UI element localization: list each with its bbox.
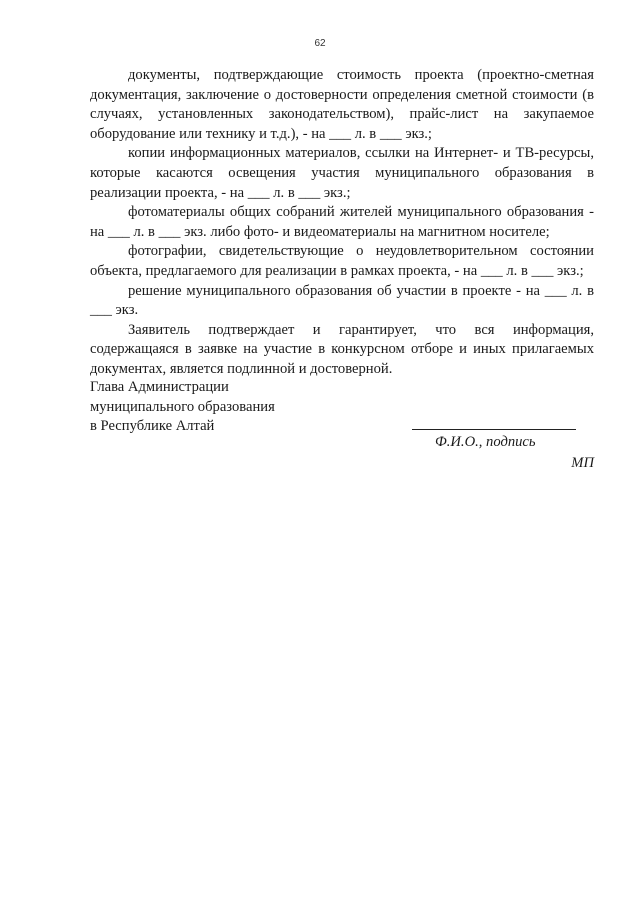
signatory-title-line: в Республике Алтай: [90, 418, 215, 435]
page-number: 62: [314, 38, 326, 49]
paragraph-municipal-decision: решение муниципального образования об участии в проекте - на ___ л. в ___ экз.: [90, 282, 594, 319]
signature-block: [90, 378, 594, 471]
paragraph-media-copies: копии информационных материалов, ссылки на Интернет- и ТВ-ресурсы, которые касаются освещения участия муниципального образования в реализации проекта, - на ___ л. в ___ экз.;: [90, 145, 594, 201]
signatory-title: [90, 378, 275, 437]
paragraph-cost-documents: документы, подтверждающие стоимость проекта (проектно-сметная документация, заключение о достоверности определения сметной стоимости (в случаях, установленных законодательством), прайс-лист на закупаемое оборудование или технику и т.д.), - на ___ л. в ___ экз.;: [90, 67, 594, 142]
paragraph-object-photos: фотографии, свидетельствующие о неудовлетворительном состоянии объекта, предлагаемого для реализации в рамках проекта, - на ___ л. в ___ экз.;: [90, 243, 594, 279]
document-body: [90, 66, 594, 380]
signature-caption: Ф.И.О., подпись: [435, 434, 536, 450]
paragraph-meeting-photos: фотоматериалы общих собраний жителей муниципального образования - на ___ л. в ___ экз. либо фото- и видеоматериалы на магнитном носителе;: [90, 204, 594, 240]
paragraph-applicant-confirmation: Заявитель подтверждает и гарантирует, что вся информация, содержащаяся в заявке на участие в конкурсном отборе и иных прилагаемых документах, является подлинной и достоверной.: [90, 321, 594, 377]
stamp-label: МП: [571, 455, 594, 471]
signature-line: [412, 429, 576, 430]
signatory-title-line: Глава Администрации: [90, 379, 229, 395]
signatory-title-line: муниципального образования: [90, 398, 275, 415]
